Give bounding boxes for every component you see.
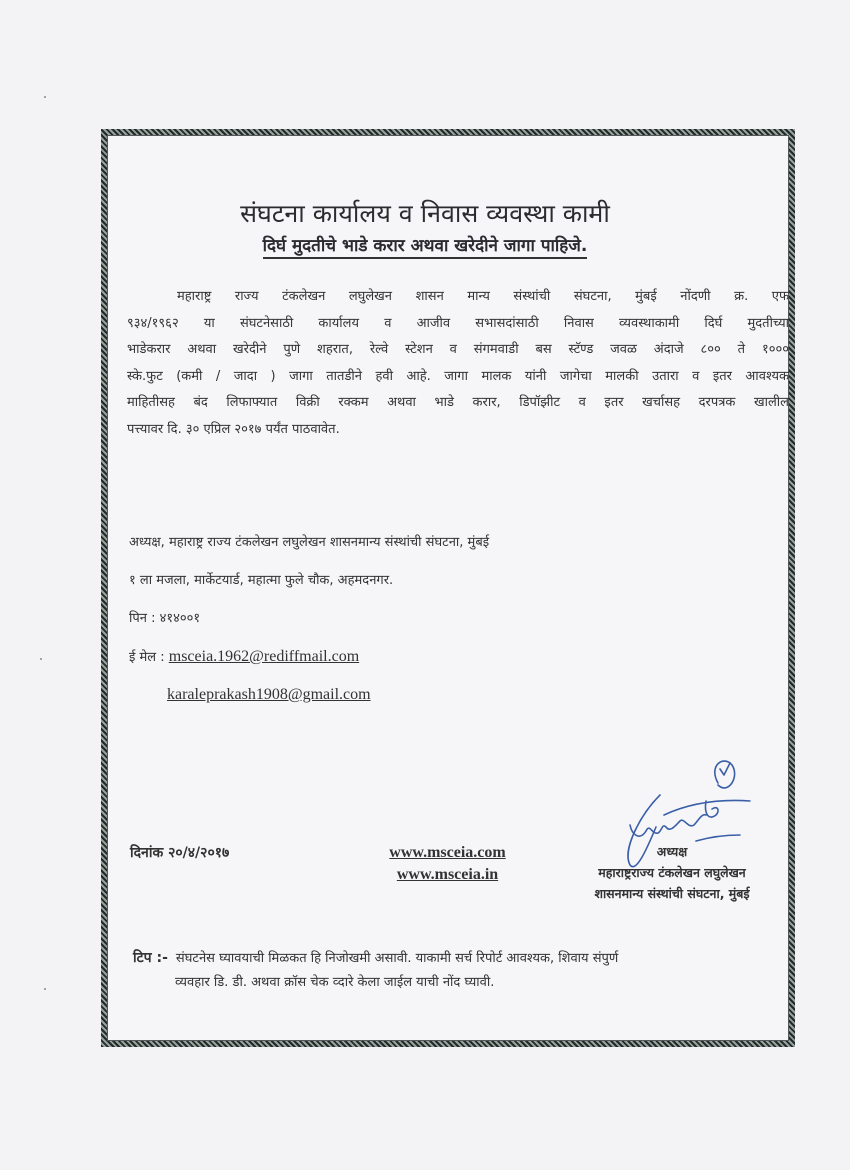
note-line-2: व्यवहार डि. डी. अथवा क्रॉस चेक व्दारे केला जाईल याची नोंद घ्यावी. xyxy=(175,975,495,990)
email-link-primary[interactable]: msceia.1962@rediffmail.com xyxy=(168,648,360,665)
pin-label: पिन : xyxy=(129,611,160,626)
note-line-1 xyxy=(133,948,618,967)
body-line: ९३४/१९६२ या संघटनेसाठी कार्यालय व आजीव सभासदांसाठी निवास व्यवस्थाकामी दिर्घ मुदतीच्या xyxy=(127,315,789,331)
signatory-org-line-1: महाराष्ट्रराज्य टंकलेखन लघुलेखन xyxy=(598,865,746,880)
document-title: संघटना कार्यालय व निवास व्यवस्था कामी xyxy=(240,199,610,228)
signatory-org-line-2: शासनमान्य संस्थांची संघटना, मुंबई xyxy=(594,886,750,901)
date-value: २०/४/२०१७ xyxy=(168,845,230,861)
email-link-secondary[interactable]: karaleprakash1908@gmail.com xyxy=(167,686,371,703)
scan-speck xyxy=(40,658,42,660)
body-line: महाराष्ट्र राज्य टंकलेखन लघुलेखन शासन मान्य संस्थांची संघटना, मुंबई नोंदणी क्र. एफ xyxy=(177,289,789,304)
note-label: टिप :- xyxy=(133,950,168,966)
body-line: माहितीसह बंद लिफाफ्यात विक्री रक्कम अथवा भाडे करार, डिपॉझीट व इतर खर्चासह दरपत्रक खालील xyxy=(127,395,789,410)
document-inner-border xyxy=(107,135,789,1041)
website-link-com[interactable]: www.msceia.com xyxy=(389,844,506,861)
scan-speck xyxy=(44,96,46,98)
body-line: स्के.फुट (कमी / जादा ) जागा तातडीने हवी आहे. जागा मालक यांनी जागेचा मालकी उतारा व इतर आवश्यक xyxy=(127,368,789,384)
address-line-2: १ ला मजला, मार्केटयार्ड, महात्मा फुले चौक, अहमदनगर. xyxy=(129,573,394,588)
email-row xyxy=(129,647,359,666)
document-border-frame xyxy=(101,129,795,1047)
email-label: ई मेल : xyxy=(129,650,169,665)
body-line: भाडेकरार अथवा खरेदीने पुणे शहरात, रेल्वे स्टेशन व संगमवाडी बस स्टॅण्ड जवळ अंदाजे ८०० ते १००० xyxy=(127,342,789,357)
website-link-in[interactable]: www.msceia.in xyxy=(396,866,499,883)
pin-code xyxy=(129,608,200,626)
note-text-1: संघटनेस घ्यावयाची मिळकत हि निजोखमी असावी. याकामी सर्च रिपोर्ट आवश्यक, शिवाय संपुर्ण xyxy=(175,951,619,966)
pin-value: ४१४००१ xyxy=(159,611,201,626)
document-subtitle xyxy=(0,233,850,256)
body-line: पत्त्यावर दि. ३० एप्रिल २०१७ पर्यंत पाठवावेत. xyxy=(127,421,340,437)
scan-speck xyxy=(44,988,46,990)
subtitle-text: दिर्घ मुदतीचे भाडे करार अथवा खरेदीने जागा पाहिजे. xyxy=(263,236,588,259)
body-paragraph xyxy=(127,284,795,443)
date-label: दिनांक xyxy=(130,845,169,861)
date-line xyxy=(130,843,229,862)
address-line-1: अध्यक्ष, महाराष्ट्र राज्य टंकलेखन लघुलेखन शासनमान्य संस्थांची संघटना, मुंबई xyxy=(129,535,490,550)
signatory-designation: अध्यक्ष xyxy=(656,844,688,859)
